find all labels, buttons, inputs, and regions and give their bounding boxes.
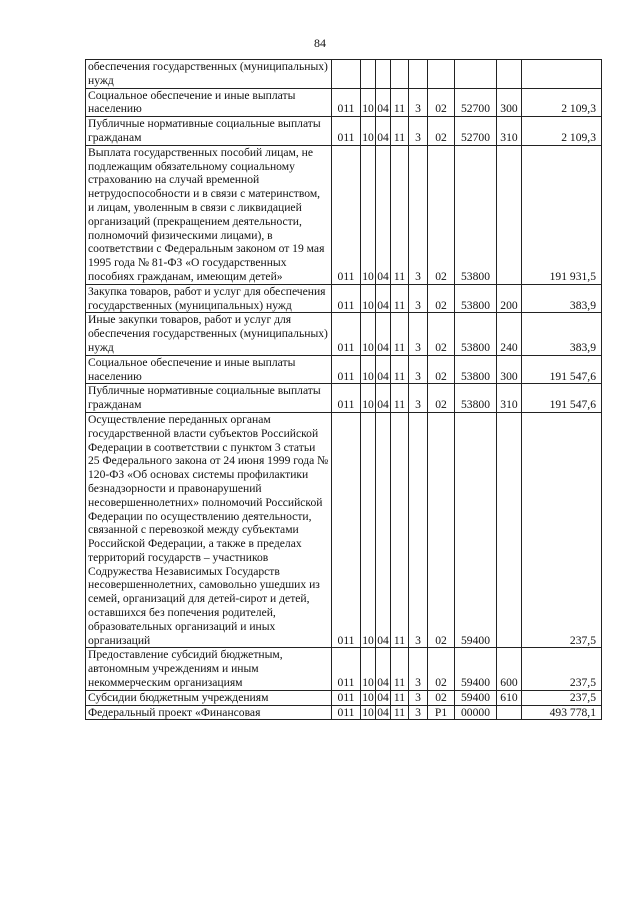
- expense-type-cell: [497, 412, 522, 648]
- expense-type-cell: 600: [497, 648, 522, 690]
- item-name-cell: Публичные нормативные социальные выплаты гражданам: [86, 117, 332, 146]
- item-name-cell: Осуществление переданных органам государственной власти субъектов Российской Федерации в соответствии с пунктом 3 статьи 25 Федерального закона от 24 июня 1999 года № 120-ФЗ «Об основах системы профилактики безнадзорности и правонарушений несовершеннолетних» полномочий Российской Федерации по осуществлению деятельности, связанной с перевозкой между субъектами Российской Федерации, а также в пределах территорий государств – участников Содружества Независимых Государств несовершеннолетних, самовольно ушедших из семей, организаций для детей-сирот и детей, оставшихся без попечения родителей, образовательных организаций и иных организаций: [86, 412, 332, 648]
- expense-type-cell: 240: [497, 313, 522, 355]
- amount-cell: 493 778,1: [522, 705, 602, 720]
- subsection-cell: 04: [376, 284, 391, 313]
- subsection-cell: 04: [376, 384, 391, 413]
- direction-cell: 52700: [455, 117, 497, 146]
- ministry-code-cell: 011: [332, 648, 361, 690]
- main-activity-cell: [428, 60, 455, 89]
- ministry-code-cell: 011: [332, 384, 361, 413]
- amount-cell: 2 109,3: [522, 117, 602, 146]
- direction-cell: 59400: [455, 648, 497, 690]
- ministry-code-cell: 011: [332, 355, 361, 384]
- direction-cell: [455, 60, 497, 89]
- table-row: [86, 648, 602, 690]
- subsection-cell: 04: [376, 117, 391, 146]
- program-cell: 11: [391, 88, 409, 117]
- amount-cell: 383,9: [522, 313, 602, 355]
- main-activity-cell: 02: [428, 284, 455, 313]
- subprogram-cell: 3: [409, 355, 428, 384]
- section-cell: 10: [361, 384, 376, 413]
- expense-type-cell: 310: [497, 117, 522, 146]
- program-cell: 11: [391, 690, 409, 705]
- ministry-code-cell: 011: [332, 412, 361, 648]
- item-name-cell: Иные закупки товаров, работ и услуг для обеспечения государственных (муниципальных) нужд: [86, 313, 332, 355]
- amount-cell: 191 547,6: [522, 384, 602, 413]
- section-cell: 10: [361, 284, 376, 313]
- main-activity-cell: 02: [428, 88, 455, 117]
- direction-cell: 59400: [455, 412, 497, 648]
- main-activity-cell: 02: [428, 313, 455, 355]
- section-cell: 10: [361, 412, 376, 648]
- ministry-code-cell: 011: [332, 313, 361, 355]
- subprogram-cell: [409, 60, 428, 89]
- direction-cell: 00000: [455, 705, 497, 720]
- amount-cell: 237,5: [522, 648, 602, 690]
- subprogram-cell: 3: [409, 705, 428, 720]
- ministry-code-cell: 011: [332, 88, 361, 117]
- expense-type-cell: 310: [497, 384, 522, 413]
- expense-type-cell: 610: [497, 690, 522, 705]
- main-activity-cell: 02: [428, 384, 455, 413]
- ministry-code-cell: 011: [332, 705, 361, 720]
- amount-cell: 191 931,5: [522, 145, 602, 284]
- table-row: [86, 355, 602, 384]
- item-name-cell: Предоставление субсидий бюджетным, автономным учреждениям и иным некоммерческим организациям: [86, 648, 332, 690]
- item-name-cell: Закупка товаров, работ и услуг для обеспечения государственных (муниципальных) нужд: [86, 284, 332, 313]
- ministry-code-cell: 011: [332, 284, 361, 313]
- subsection-cell: 04: [376, 355, 391, 384]
- item-name-cell: Федеральный проект «Финансовая: [86, 705, 332, 720]
- subsection-cell: 04: [376, 88, 391, 117]
- amount-cell: 191 547,6: [522, 355, 602, 384]
- program-cell: 11: [391, 384, 409, 413]
- program-cell: 11: [391, 412, 409, 648]
- program-cell: 11: [391, 145, 409, 284]
- amount-cell: 237,5: [522, 412, 602, 648]
- item-name-cell: Социальное обеспечение и иные выплаты населению: [86, 355, 332, 384]
- main-activity-cell: 02: [428, 355, 455, 384]
- section-cell: [361, 60, 376, 89]
- ministry-code-cell: 011: [332, 117, 361, 146]
- subprogram-cell: 3: [409, 145, 428, 284]
- subprogram-cell: 3: [409, 117, 428, 146]
- direction-cell: 52700: [455, 88, 497, 117]
- item-name-cell: Субсидии бюджетным учреждениям: [86, 690, 332, 705]
- table-row: [86, 284, 602, 313]
- section-cell: 10: [361, 117, 376, 146]
- table-row: [86, 145, 602, 284]
- program-cell: 11: [391, 313, 409, 355]
- subprogram-cell: 3: [409, 690, 428, 705]
- section-cell: 10: [362, 705, 374, 719]
- table-row: [86, 117, 602, 146]
- subsection-cell: 04: [376, 648, 391, 690]
- section-cell: 10: [361, 88, 376, 117]
- program-cell: [391, 60, 409, 89]
- main-activity-cell: Р1: [428, 705, 455, 720]
- section-cell: 10: [361, 145, 376, 284]
- item-name-cell: обеспечения государственных (муниципальных) нужд: [86, 60, 332, 89]
- expense-type-cell: [497, 705, 522, 720]
- expense-type-cell: [497, 145, 522, 284]
- direction-cell: 59400: [455, 690, 497, 705]
- table-row: [86, 313, 602, 355]
- program-cell: 11: [391, 284, 409, 313]
- program-cell: 11: [391, 355, 409, 384]
- budget-table: [85, 59, 602, 720]
- ministry-code-cell: [332, 60, 361, 89]
- subprogram-cell: 3: [409, 313, 428, 355]
- subprogram-cell: 3: [409, 412, 428, 648]
- main-activity-cell: 02: [428, 412, 455, 648]
- expense-type-cell: [497, 60, 522, 89]
- expense-type-cell: 300: [497, 88, 522, 117]
- page-number: 84: [314, 36, 326, 50]
- section-cell: 10: [361, 355, 376, 384]
- amount-cell: 237,5: [522, 690, 602, 705]
- direction-cell: 53800: [455, 313, 497, 355]
- table-row: [86, 88, 602, 117]
- expense-type-cell: 300: [497, 355, 522, 384]
- subprogram-cell: 3: [409, 384, 428, 413]
- main-activity-cell: 02: [428, 690, 455, 705]
- section-cell: 10: [361, 313, 376, 355]
- main-activity-cell: 02: [428, 145, 455, 284]
- subsection-cell: 04: [376, 412, 391, 648]
- ministry-code-cell: 011: [332, 690, 361, 705]
- subprogram-cell: 3: [409, 88, 428, 117]
- table-row: [86, 384, 602, 413]
- budget-table-body: [86, 60, 602, 720]
- main-activity-cell: 02: [428, 117, 455, 146]
- direction-cell: 53800: [455, 384, 497, 413]
- ministry-code-cell: 011: [332, 145, 361, 284]
- item-name-cell: Социальное обеспечение и иные выплаты населению: [86, 88, 332, 117]
- amount-cell: 383,9: [522, 284, 602, 313]
- main-activity-cell: 02: [428, 648, 455, 690]
- amount-cell: [522, 60, 602, 89]
- direction-cell: 53800: [455, 355, 497, 384]
- item-name-cell: Публичные нормативные социальные выплаты гражданам: [86, 384, 332, 413]
- subsection-cell: [376, 60, 391, 89]
- table-row: [86, 60, 602, 89]
- amount-cell: 2 109,3: [522, 88, 602, 117]
- item-name-cell: Выплата государственных пособий лицам, не подлежащим обязательному социальному страхованию на случай временной нетрудоспособности и в связи с материнством, и лицам, уволенным в связи с ликвидацией организаций (прекращением деятельности, полномочий физическими лицами), в соответствии с Федеральным законом от 19 мая 1995 года № 81-ФЗ «О государственных пособиях гражданам, имеющим детей»: [86, 145, 332, 284]
- direction-cell: 53800: [455, 145, 497, 284]
- program-cell: 11: [391, 705, 409, 720]
- table-row: [86, 412, 602, 648]
- subprogram-cell: 3: [409, 284, 428, 313]
- expense-type-cell: 200: [497, 284, 522, 313]
- subsection-cell: 04: [377, 690, 389, 704]
- section-cell: 10: [361, 648, 376, 690]
- section-cell: 10: [362, 690, 374, 704]
- table-row: [86, 705, 602, 720]
- program-cell: 11: [391, 117, 409, 146]
- program-cell: 11: [391, 648, 409, 690]
- subsection-cell: 04: [377, 705, 389, 719]
- subsection-cell: 04: [376, 145, 391, 284]
- subsection-cell: 04: [376, 313, 391, 355]
- subprogram-cell: 3: [409, 648, 428, 690]
- table-row: [86, 690, 602, 705]
- direction-cell: 53800: [455, 284, 497, 313]
